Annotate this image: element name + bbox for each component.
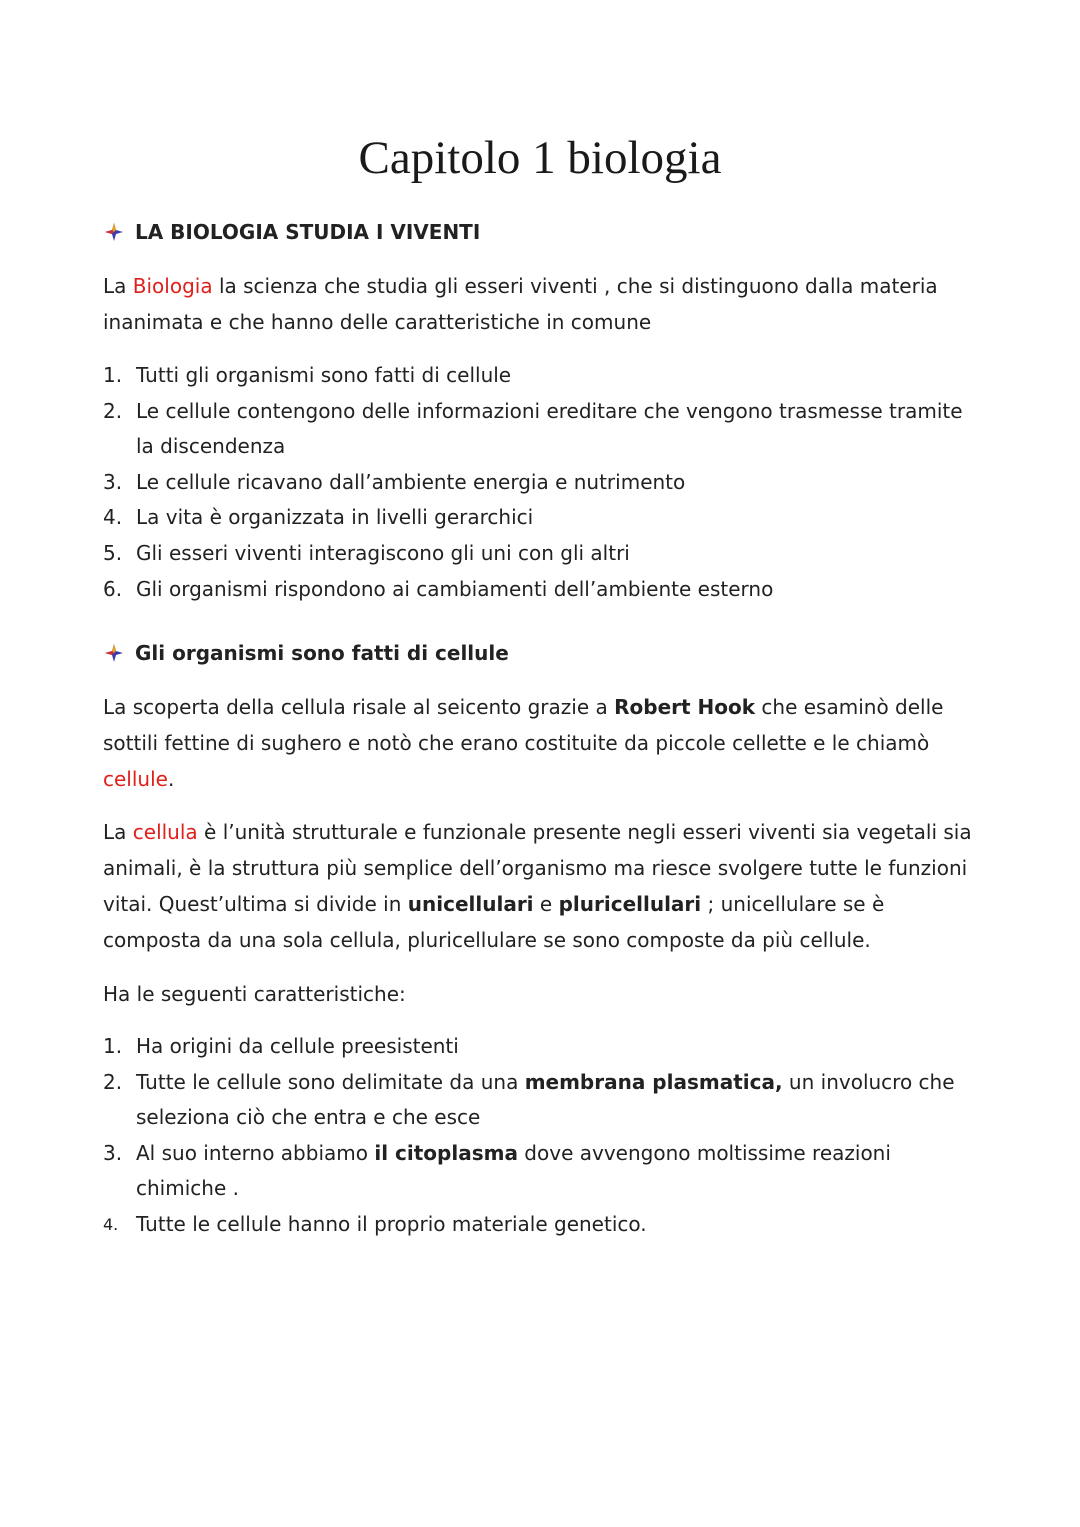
cell-def-text-start: La (103, 820, 133, 844)
robert-hook-name: Robert Hook (614, 695, 756, 719)
term-membrana-plasmatica: membrana plasmatica, (524, 1069, 783, 1094)
characteristics-list (103, 358, 973, 607)
cell-definition-paragraph (103, 814, 973, 958)
list-text: Le cellule ricavano dall’ambiente energia e nutrimento (136, 469, 686, 494)
list-text-part: un involucro che seleziona ciò che entra e che esce (136, 1069, 955, 1130)
cell-def-text-mid: è l’unità strutturale e funzionale presente negli esseri viventi sia vegetali sia animali, è la struttura più semplice dell’organismo ma riesce svolgere tutte le funzioni vitai. Quest’ultima si divide in (103, 820, 972, 916)
list-text (136, 1136, 973, 1207)
list-text (136, 1065, 973, 1136)
highlight-biologia: Biologia (132, 274, 213, 298)
list-item (103, 500, 973, 536)
list-number: 1. (103, 363, 123, 387)
list-text (136, 1207, 973, 1243)
list-text: Tutti gli organismi sono fatti di cellule (136, 363, 512, 387)
term-citoplasma: il citoplasma (374, 1140, 518, 1165)
list-item (103, 358, 973, 394)
list-item (103, 536, 973, 572)
intro-text-rest: la scienza che studia gli esseri viventi , che si distinguono dalla materia inanimata e che hanno delle caratteristiche in comune (103, 274, 938, 334)
page-title: Capitolo 1 biologia (358, 132, 722, 184)
list-number: 4. (103, 505, 123, 530)
list-text-part: Tutte le cellule hanno il proprio materiale genetico. (136, 1211, 647, 1236)
four-point-star-bullet-icon (103, 221, 125, 243)
list-text: La vita è organizzata in livelli gerarchici (136, 505, 534, 530)
list-item (103, 572, 973, 608)
cell-def-conj: e (533, 892, 559, 916)
list-number: 6. (103, 576, 123, 601)
list-item (103, 1029, 973, 1065)
discovery-text-end: . (167, 767, 175, 791)
intro-paragraph (103, 268, 973, 340)
highlight-cellule: cellule (103, 767, 168, 791)
list-text (136, 1029, 973, 1065)
list-number: 4. (103, 1214, 119, 1234)
list-text-part: Al suo interno abbiamo (136, 1140, 375, 1165)
list-item (103, 1065, 973, 1136)
list-item (103, 1136, 973, 1207)
list-number: 1. (103, 1034, 123, 1058)
discovery-text-mid: che esaminò delle sottili fettine di sughero e notò che erano costituite da piccole cellette e le chiamò (103, 695, 944, 755)
list-text: Gli esseri viventi interagiscono gli uni con gli altri (136, 540, 630, 565)
list-item (103, 1207, 973, 1243)
list-text-part: dove avvengono moltissime reazioni chimiche . (136, 1140, 891, 1201)
list-item (103, 394, 973, 465)
list-number: 2. (103, 398, 123, 423)
discovery-paragraph (103, 689, 973, 797)
section-heading-cellule (103, 635, 509, 671)
cell-def-text-end: ; unicellulare se è composta da una sola cellula, pluricellulare se sono composte da più cellule. (103, 892, 885, 952)
list-number: 3. (103, 469, 123, 494)
highlight-cellula: cellula (132, 820, 198, 844)
list-number: 2. (103, 1069, 123, 1094)
list-text: Gli organismi rispondono ai cambiamenti dell’ambiente esterno (136, 576, 774, 601)
discovery-text-start: La scoperta della cellula risale al seicento grazie a (103, 695, 615, 719)
term-unicellulari: unicellulari (407, 892, 534, 916)
list-number: 5. (103, 540, 123, 565)
list-text: Le cellule contengono delle informazioni ereditare che vengono trasmesse tramite la discendenza (136, 398, 963, 459)
section-heading-label: Gli organismi sono fatti di cellule (135, 641, 509, 665)
intro-text-start: La (103, 274, 133, 298)
four-point-star-bullet-icon (103, 642, 125, 664)
list-text-part: Tutte le cellule sono delimitate da una (136, 1069, 525, 1094)
section-heading-label: LA BIOLOGIA STUDIA I VIVENTI (135, 220, 481, 244)
list-number: 3. (103, 1140, 123, 1165)
cell-features-list (103, 1029, 973, 1243)
features-intro: Ha le seguenti caratteristiche: (103, 982, 406, 1006)
section-heading-biologia (103, 214, 480, 250)
list-text-part: Ha origini da cellule preesistenti (136, 1034, 459, 1058)
term-pluricellulari: pluricellulari (558, 892, 702, 916)
list-item (103, 465, 973, 501)
